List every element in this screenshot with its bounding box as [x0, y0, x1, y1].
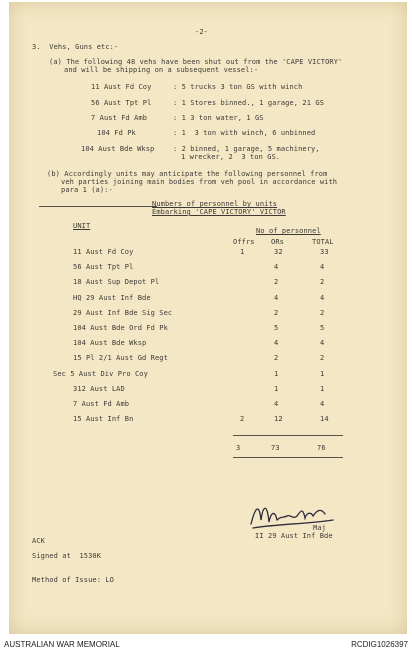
method-of-issue-note: Method of Issue: LO — [32, 576, 114, 584]
row-ors: 4 — [274, 339, 279, 347]
row-unit: 15 Aust Inf Bn — [73, 415, 134, 423]
col-header-unit: UNIT — [73, 222, 91, 230]
row-total: 33 — [320, 248, 329, 256]
table-subtitle: Embarking 'CAPE VICTORY' VICTOR — [152, 208, 286, 216]
row-total: 5 — [320, 324, 325, 332]
row-ors: 1 — [274, 370, 279, 378]
row-total: 1 — [320, 370, 325, 378]
row-ors: 4 — [274, 263, 279, 271]
signatory-rank: Maj — [313, 524, 326, 532]
total-ors: 73 — [271, 444, 280, 452]
veh-desc: : 1 3 ton with winch, 6 unbinned — [173, 129, 316, 137]
row-ors: 32 — [274, 248, 283, 256]
total-bottom-rule — [233, 457, 343, 458]
row-total: 1 — [320, 385, 325, 393]
row-total: 4 — [320, 400, 325, 408]
row-unit: 56 Aust Tpt Pl — [73, 263, 134, 271]
row-total: 2 — [320, 278, 325, 286]
col-header-total: TOTAL — [312, 238, 334, 246]
col-group-header: No of personnel — [256, 227, 321, 235]
row-ors: 1 — [274, 385, 279, 393]
dotted-rule — [39, 206, 157, 207]
col-header-offrs: Offrs — [233, 238, 255, 246]
row-unit: 312 Aust LAD — [73, 385, 125, 393]
veh-unit: 7 Aust Fd Amb — [91, 114, 148, 122]
para-b-line3: para 1 (a):- — [61, 186, 113, 194]
para-b-line1: (b) Accordingly units may anticipate the following personnel from — [47, 170, 328, 178]
row-unit: 15 Pl 2/1 Aust Gd Regt — [73, 354, 168, 362]
ack-note: ACK — [32, 537, 45, 545]
veh-desc: : 2 binned, 1 garage, 5 machinery, — [173, 145, 320, 153]
veh-desc: : 1 Stores binned., 1 garage, 21 GS — [173, 99, 325, 107]
document-page — [9, 2, 407, 634]
veh-unit: 104 Aust Bde Wksp — [81, 145, 155, 153]
row-total: 14 — [320, 415, 329, 423]
row-ors: 2 — [274, 309, 279, 317]
row-ors: 5 — [274, 324, 279, 332]
row-unit: 29 Aust Inf Bde Sig Sec — [73, 309, 173, 317]
signatory-unit: II 29 Aust Inf Bde — [255, 532, 333, 540]
row-total: 4 — [320, 263, 325, 271]
para-b-line2: veh parties joining main bodies from veh pool in accordance with — [61, 178, 338, 186]
row-total: 4 — [320, 339, 325, 347]
row-ors: 4 — [274, 400, 279, 408]
signed-at-note: Signed at 1530K — [32, 552, 102, 560]
row-unit: 104 Aust Bde Ord Fd Pk — [73, 324, 168, 332]
total-offrs: 3 — [236, 444, 241, 452]
row-unit: 7 Aust Fd Amb — [73, 400, 130, 408]
veh-unit: 56 Aust Tpt Pl — [91, 99, 152, 107]
archive-footer — [0, 637, 412, 654]
archive-id: RCDIG1026397 — [351, 640, 408, 649]
archive-name: AUSTRALIAN WAR MEMORIAL — [4, 640, 120, 649]
para-a-line1: (a) The following 48 vehs have been shut out from the 'CAPE VICTORY' — [49, 58, 343, 66]
row-unit: 18 Aust Sup Depot Pl — [73, 278, 160, 286]
row-unit: 11 Aust Fd Coy — [73, 248, 134, 256]
row-offrs: 1 — [240, 248, 245, 256]
veh-unit: 11 Aust Fd Coy — [91, 83, 152, 91]
total-total: 76 — [317, 444, 326, 452]
row-offrs: 2 — [240, 415, 245, 423]
row-total: 2 — [320, 354, 325, 362]
total-rule — [233, 435, 343, 436]
page-number: -2- — [195, 28, 208, 36]
col-header-ors: ORs — [271, 238, 284, 246]
table-title: Numbers of personnel by units — [152, 200, 278, 208]
veh-desc: : 5 trucks 3 ton GS with winch — [173, 83, 303, 91]
row-unit: Sec 5 Aust Div Pro Coy — [53, 370, 148, 378]
veh-unit: 104 Fd Pk — [97, 129, 136, 137]
row-total: 2 — [320, 309, 325, 317]
section-heading: 3. Vehs, Guns etc:- — [32, 43, 119, 51]
row-ors: 12 — [274, 415, 283, 423]
veh-desc-cont: 1 wrecker, 2 3 ton GS. — [181, 153, 281, 161]
row-total: 4 — [320, 294, 325, 302]
row-ors: 2 — [274, 354, 279, 362]
row-unit: HQ 29 Aust Inf Bde — [73, 294, 151, 302]
row-unit: 104 Aust Bde Wksp — [73, 339, 147, 347]
para-a-line2: and will be shipping on a subsequent vessel:- — [64, 66, 259, 74]
veh-desc: : 1 3 ton water, 1 GS — [173, 114, 264, 122]
row-ors: 2 — [274, 278, 279, 286]
row-ors: 4 — [274, 294, 279, 302]
